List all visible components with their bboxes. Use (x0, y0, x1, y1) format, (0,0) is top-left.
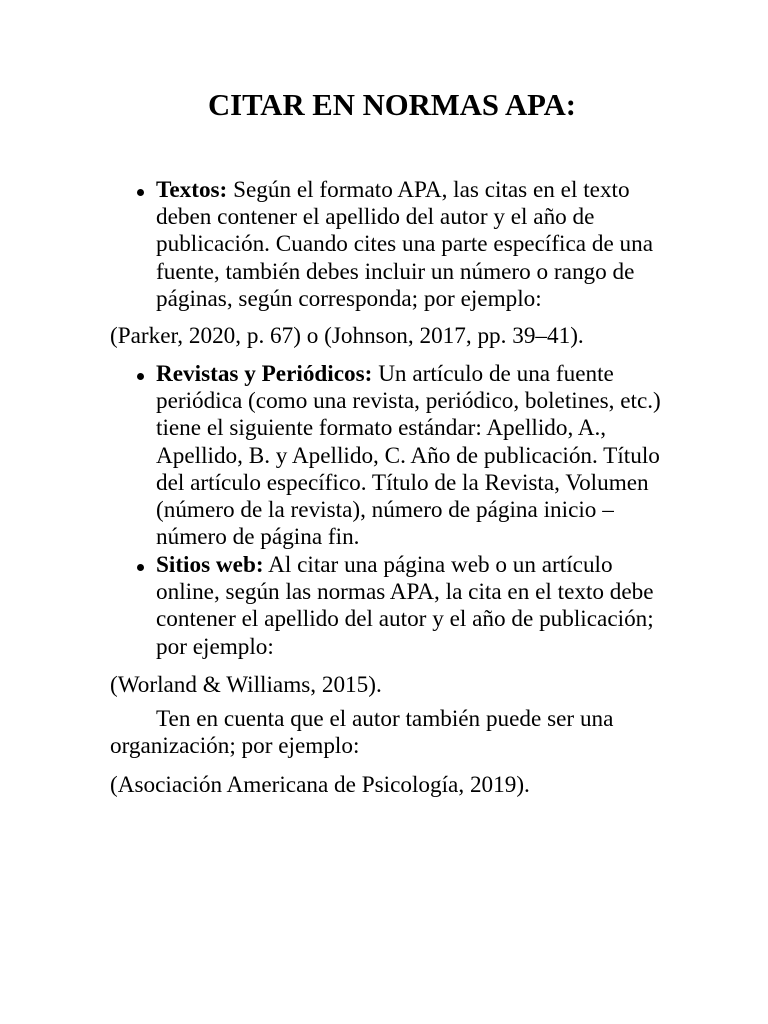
bullet-text-line: periódica (como una revista, periódico, boletines, etc.) (156, 388, 661, 415)
bullet-first-line (156, 552, 674, 579)
bullet-item-revistas (156, 361, 674, 551)
example-citation-line: (Worland & Williams, 2015). (110, 672, 382, 698)
bullet-text-line: Apellido, B. y Apellido, C. Año de publicación. Título (156, 442, 660, 469)
bullet-text-line: Un artículo de una fuente (378, 361, 614, 387)
bullet-first-line (156, 177, 674, 204)
example-citation-line: (Asociación Americana de Psicología, 2019). (110, 772, 530, 798)
bullet-text-line: (número de la revista), número de página inicio – (156, 496, 614, 523)
bullet-item-textos (156, 177, 674, 313)
bullet-label: Sitios web: (156, 552, 264, 578)
bullet-item-sitios-web (156, 552, 674, 661)
bullet-text-line: por ejemplo: (156, 633, 274, 660)
bullet-text-line: número de página fin. (156, 524, 360, 551)
bullet-text-line: Según el formato APA, las citas en el texto (233, 177, 630, 203)
page-title: CITAR EN NORMAS APA: (208, 88, 576, 122)
example-citation-line: (Parker, 2020, p. 67) o (Johnson, 2017, pp. 39–41). (110, 323, 584, 349)
example-citation-organizacion (110, 772, 674, 799)
bullet-text-line: tiene el siguiente formato estándar: Apellido, A., (156, 415, 607, 442)
example-citation-sitios-web (110, 672, 674, 699)
note-line: organización; por ejemplo: (110, 733, 360, 760)
bullet-text-line: contener el apellido del autor y el año de publicación; (156, 606, 654, 633)
bullet-label: Textos: (156, 177, 228, 203)
bullet-text-line: del artículo específico. Título de la Revista, Volumen (156, 469, 649, 496)
bullet-text-line: online, según las normas APA, la cita en el texto debe (156, 579, 654, 606)
note-paragraph (110, 706, 674, 760)
bullet-label: Revistas y Periódicos: (156, 361, 373, 387)
bullet-first-line (156, 361, 674, 388)
bullet-marker (137, 189, 144, 196)
bullet-marker (137, 373, 144, 380)
bullet-text-line: páginas, según corresponda; por ejemplo: (156, 285, 542, 312)
bullet-text-line: deben contener el apellido del autor y el año de (156, 204, 595, 231)
note-line: Ten en cuenta que el autor también puede ser una (156, 706, 614, 732)
bullet-marker (137, 564, 144, 571)
bullet-text-line: fuente, también debes incluir un número o rango de (156, 258, 635, 285)
bullet-text-line: publicación. Cuando cites una parte específica de una (156, 231, 654, 258)
bullet-text-line: Al citar una página web o un artículo (268, 552, 613, 578)
example-citation-textos (110, 323, 674, 350)
